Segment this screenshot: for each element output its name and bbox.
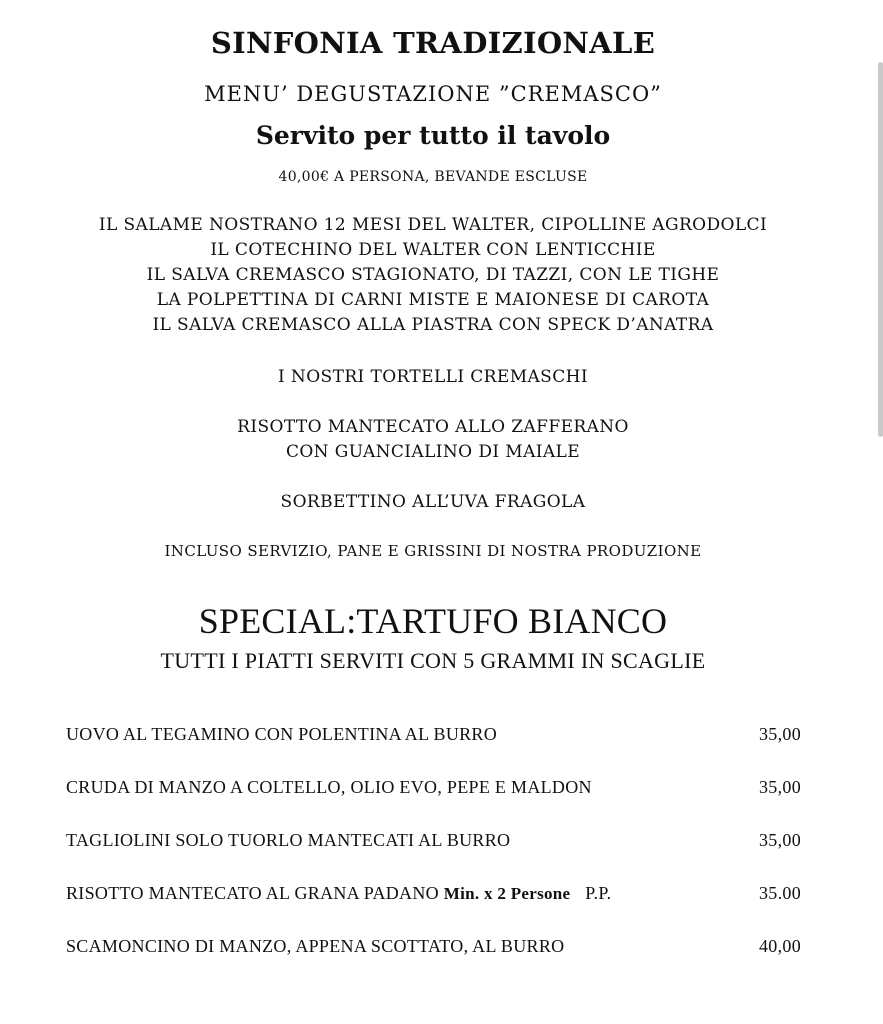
menu-course-line: RISOTTO MANTECATO ALLO ZAFFERANO (237, 417, 629, 437)
dish-name (66, 777, 592, 798)
dish-pp-note: P.P. (585, 883, 612, 903)
included-note: INCLUSO SERVIZIO, PANE E GRISSINI DI NOSTRA PRODUZIONE (164, 542, 702, 560)
dish-name (66, 883, 611, 904)
tasting-price: 40,00€ A PERSONA, BEVANDE ESCLUSE (278, 169, 588, 185)
menu-course-line: IL SALVA CREMASCO ALLA PIASTRA CON SPECK D’ANATRA (152, 315, 714, 335)
scrollbar[interactable] (878, 62, 883, 437)
dish-price: 35.00 (759, 883, 801, 903)
antipasti-section (0, 213, 866, 338)
special-title: SPECIAL:TARTUFO BIANCO (198, 601, 668, 641)
dish-row (66, 830, 801, 858)
dish-name-text: UOVO AL TEGAMINO CON POLENTINA AL BURRO (66, 724, 498, 744)
dish-name (66, 936, 564, 957)
menu-subtitle: MENU’ DEGUSTAZIONE ”CREMASCO” (204, 82, 662, 106)
dessert-section (0, 490, 866, 515)
menu-course-line: CON GUANCIALINO DI MAIALE (285, 442, 581, 462)
menu-course-line: IL COTECHINO DEL WALTER CON LENTICCHIE (210, 240, 656, 260)
primo-section (0, 365, 866, 390)
risotto-section (0, 415, 866, 465)
menu-course-line: SORBETTINO ALL’UVA FRAGOLA (280, 492, 586, 512)
menu-course-line: IL SALAME NOSTRANO 12 MESI DEL WALTER, CIPOLLINE AGRODOLCI (98, 215, 768, 235)
dish-name (66, 830, 510, 851)
served-note: Servito per tutto il tavolo (255, 121, 611, 150)
dish-min-note: Min. x 2 Persone (443, 884, 571, 903)
special-subtitle: TUTTI I PIATTI SERVITI CON 5 GRAMMI IN SCAGLIE (160, 648, 706, 673)
menu-course-line: I NOSTRI TORTELLI CREMASCHI (278, 367, 588, 387)
dish-price: 35,00 (759, 830, 801, 850)
dish-price: 35,00 (759, 724, 801, 744)
dish-name-text: CRUDA DI MANZO A COLTELLO, OLIO EVO, PEPE E MALDON (66, 777, 592, 797)
dish-name (66, 724, 497, 745)
dish-price: 35,00 (759, 777, 801, 797)
dish-name-text: RISOTTO MANTECATO AL GRANA PADANO (66, 883, 439, 903)
dish-name-text: TAGLIOLINI SOLO TUORLO MANTECATI AL BURRO (66, 830, 511, 850)
dish-row (66, 936, 801, 964)
dish-row (66, 777, 801, 805)
dish-price: 40,00 (759, 936, 801, 956)
dish-row (66, 724, 801, 752)
menu-course-line: IL SALVA CREMASCO STAGIONATO, DI TAZZI, CON LE TIGHE (146, 265, 720, 285)
menu-course-line: LA POLPETTINA DI CARNI MISTE E MAIONESE DI CAROTA (156, 290, 710, 310)
menu-title: SINFONIA TRADIZIONALE (210, 26, 656, 60)
dish-name-text: SCAMONCINO DI MANZO, APPENA SCOTTATO, AL BURRO (66, 936, 565, 956)
dish-row (66, 883, 801, 911)
